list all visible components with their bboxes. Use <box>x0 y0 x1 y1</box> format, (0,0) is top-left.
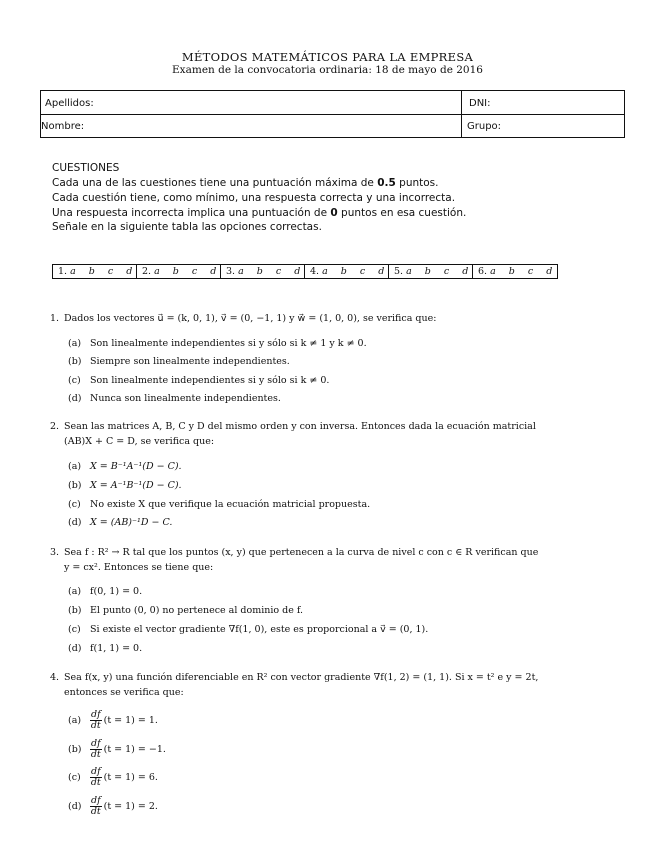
question-2-stem: 2. Sean las matrices A, B, C y D del mismo orden y con inversa. Entonces dada la ecuación matricial (AB)X + C = D, se verifica que: <box>50 421 536 447</box>
answer-cell-1[interactable]: 1. a b c d <box>53 265 137 278</box>
question-3-option-a[interactable]: (a) f(0, 1) = 0. <box>68 586 143 597</box>
question-1-option-d[interactable]: (d) Nunca son linealmente independientes. <box>68 393 281 404</box>
question-3-option-c[interactable]: (c) Si existe el vector gradiente ∇f(1, 0), este es proporcional a v⃗ = (0, 1). <box>68 624 429 635</box>
exam-title: MÉTODOS MATEMÁTICOS PARA LA EMPRESA <box>181 50 474 64</box>
derivative-fraction: $\frac{df}{dt}$ <box>90 738 101 760</box>
grupo-field[interactable]: Grupo: <box>467 121 502 132</box>
answer-cell-3[interactable]: 3. a b c d <box>221 265 305 278</box>
derivative-fraction: $\frac{df}{dt}$ <box>90 766 101 788</box>
answer-table <box>52 264 558 279</box>
question-1-option-c[interactable]: (c) Son linealmente independientes si y sólo si k ≠ 0. <box>68 375 330 386</box>
question-1-stem: 1. Dados los vectores u⃗ = (k, 0, 1), v⃗ = (0, −1, 1) y w⃗ = (1, 0, 0), se verifica que: <box>50 313 437 324</box>
dni-field[interactable]: DNI: <box>469 98 491 109</box>
question-2-option-d[interactable]: (d) X = (AB)⁻¹D − C. <box>68 517 173 528</box>
question-2-option-b[interactable]: (b) X = A⁻¹B⁻¹(D − C). <box>68 480 182 491</box>
question-2-option-c[interactable]: (c) No existe X que verifique la ecuación matricial propuesta. <box>68 499 371 510</box>
question-4-option-c[interactable]: (c) $\frac{df}{dt}$ (t = 1) = 6. <box>68 766 158 788</box>
apellidos-field[interactable]: Apellidos: <box>45 98 94 109</box>
question-1-option-a[interactable]: (a) Son linealmente independientes si y sólo si k ≠ 1 y k ≠ 0. <box>68 338 367 349</box>
question-4-option-b[interactable]: (b) $\frac{df}{dt}$ (t = 1) = −1. <box>68 738 166 760</box>
derivative-fraction: $\frac{df}{dt}$ <box>90 795 101 817</box>
question-4-stem: 4. Sea f(x, y) una función diferenciable en R² con vector gradiente ∇f(1, 2) = (1, 1). Si x = t² e y = 2t, entonces se verifica que: <box>50 672 539 698</box>
nombre-field[interactable]: Nombre: <box>41 121 85 132</box>
instruction-line: Cada una de las cuestiones tiene una puntuación máxima de 0.5 puntos. <box>52 177 439 189</box>
identification-row-apellidos <box>41 91 624 115</box>
answer-cell-4[interactable]: 4. a b c d <box>305 265 389 278</box>
question-4-option-a[interactable]: (a) $\frac{df}{dt}$ (t = 1) = 1. <box>68 709 158 731</box>
derivative-fraction: $\frac{df}{dt}$ <box>90 709 101 731</box>
question-1-option-b[interactable]: (b) Siempre son linealmente independientes. <box>68 356 290 367</box>
question-2-option-a[interactable]: (a) X = B⁻¹A⁻¹(D − C). <box>68 461 182 472</box>
question-3-option-d[interactable]: (d) f(1, 1) = 0. <box>68 643 143 654</box>
identification-row-nombre <box>41 115 624 138</box>
answer-cell-6[interactable]: 6. a b c d <box>478 266 558 277</box>
question-3-stem: 3. Sea f : R² → R tal que los puntos (x, y) que pertenecen a la curva de nivel c con c ∈ R verifican que y = cx². Entonces se tiene que: <box>50 547 539 573</box>
exam-subtitle: Examen de la convocatoria ordinaria: 18 de mayo de 2016 <box>172 64 483 76</box>
question-4-option-d[interactable]: (d) $\frac{df}{dt}$ (t = 1) = 2. <box>68 795 158 817</box>
question-3-option-b[interactable]: (b) El punto (0, 0) no pertenece al dominio de f. <box>68 605 304 616</box>
instruction-line: Señale en la siguiente tabla las opciones correctas. <box>52 221 322 233</box>
instruction-line: Cada cuestión tiene, como mínimo, una respuesta correcta y una incorrecta. <box>52 192 456 204</box>
identification-table <box>40 90 625 138</box>
cuestiones-heading: CUESTIONES <box>52 162 120 174</box>
answer-cell-5[interactable]: 5. a b c d <box>389 265 473 278</box>
answer-cell-2[interactable]: 2. a b c d <box>137 265 221 278</box>
identification-divider <box>461 91 462 137</box>
instruction-line: Una respuesta incorrecta implica una puntuación de 0 puntos en esa cuestión. <box>52 207 467 219</box>
